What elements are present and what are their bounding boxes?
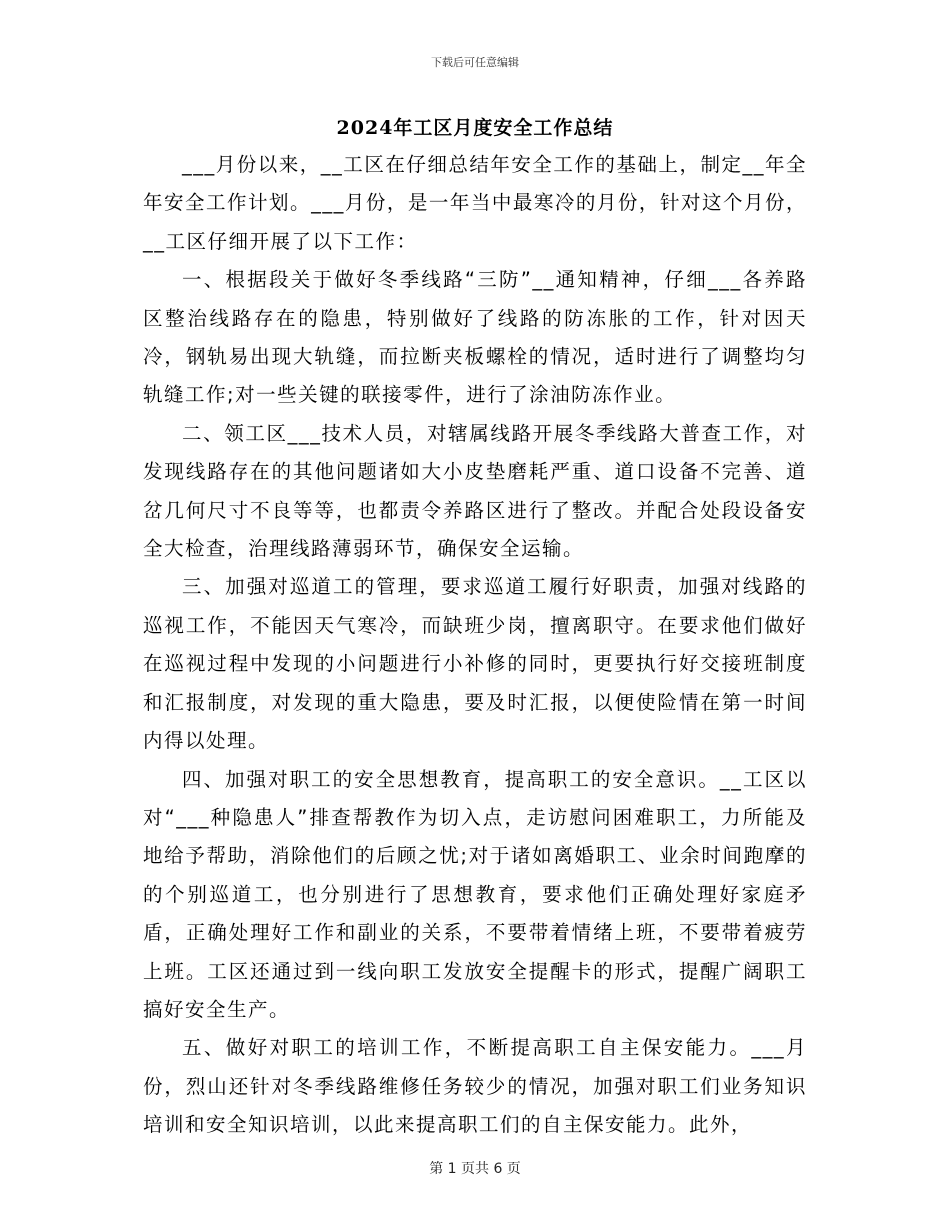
paragraph-item-4: 四、加强对职工的安全思想教育，提高职工的安全意识。__工区以对“___种隐患人”排查帮教作为切入点，走访慰问困难职工，力所能及地给予帮助，消除他们的后顾之忧;对于诸如离婚职工、业余时间跑摩的的个别巡道工，也分别进行了思想教育，要求他们正确处理好家庭矛盾，正确处理好工作和副业的关系，不要带着情绪上班，不要带着疲劳上班。工区还通过到一线向职工发放安全提醒卡的形式，提醒广阔职工搞好安全生产。 <box>143 767 807 1021</box>
paragraph-item-5: 五、做好对职工的培训工作，不断提高职工自主保安能力。___月份，烈山还针对冬季线路维修任务较少的情况，加强对职工们业务知识培训和安全知识培训，以此来提高职工们的自主保安能力。此外， <box>143 1036 807 1137</box>
page-number: 第 1 页共 6 页 <box>429 1161 521 1177</box>
document-body <box>143 146 807 1145</box>
paragraph-item-3: 三、加强对巡道工的管理，要求巡道工履行好职责，加强对线路的巡视工作，不能因天气寒冷，而缺班少岗，擅离职守。在要求他们做好在巡视过程中发现的小问题进行小补修的同时，更要执行好交接班制度和汇报制度，对发现的重大隐患，要及时汇报，以便使险情在第一时间内得以处理。 <box>143 575 807 753</box>
paragraph-intro: ___月份以来，__工区在仔细总结年安全工作的基础上，制定__年全年安全工作计划。___月份，是一年当中最寒冷的月份，针对这个月份，__工区仔细开展了以下工作： <box>143 153 807 253</box>
page-header-note: 下载后可任意编辑 <box>431 56 519 69</box>
paragraph-item-1: 一、根据段关于做好冬季线路“三防”__通知精神，仔细___各养路区整治线路存在的隐患，特别做好了线路的防冻胀的工作，针对因天冷，钢轨易出现大轨缝，而拉断夹板螺栓的情况，适时进行了调整均匀轨缝工作;对一些关键的联接零件，进行了涂油防冻作业。 <box>143 268 807 407</box>
document-title: 2024年工区月度安全工作总结 <box>336 117 614 139</box>
paragraph-item-2: 二、领工区___技术人员，对辖属线路开展冬季线路大普查工作，对发现线路存在的其他问题诸如大小皮垫磨耗严重、道口设备不完善、道岔几何尺寸不良等等，也都责令养路区进行了整改。并配合处段设备安全大检查，治理线路薄弱环节，确保安全运输。 <box>143 421 807 561</box>
